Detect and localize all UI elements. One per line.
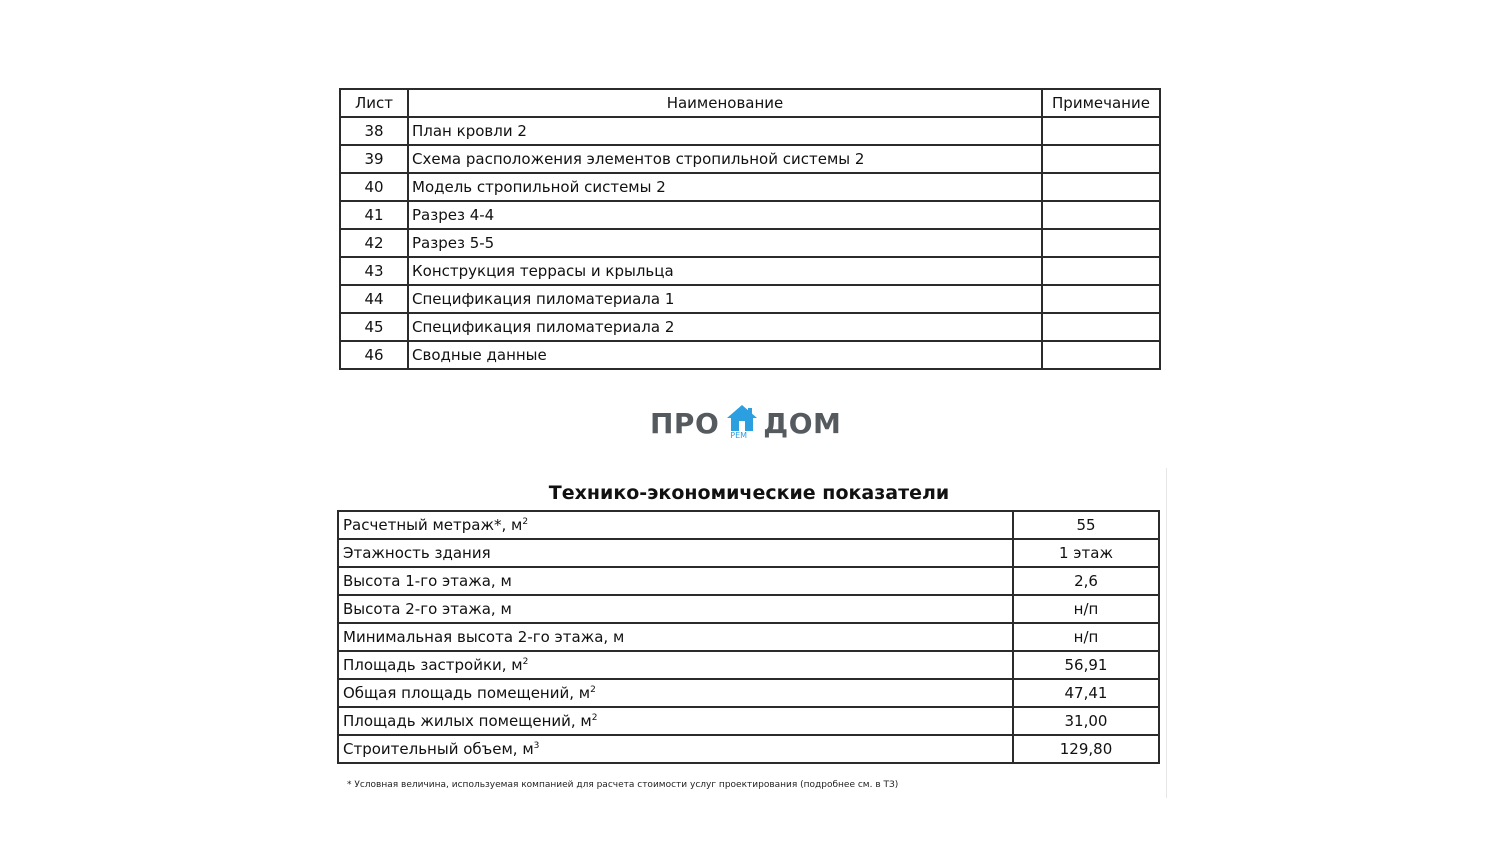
indicator-label: Расчетный метраж*, $м^2$ <box>338 511 1013 539</box>
indicator-value: 2,6 <box>1013 567 1159 595</box>
sheet-name: Модель стропильной системы 2 <box>408 173 1042 201</box>
table-row <box>340 229 1160 257</box>
indicator-label: Высота 2-го этажа, м <box>338 595 1013 623</box>
table-row <box>338 679 1159 707</box>
sheet-name: Разрез 5-5 <box>408 229 1042 257</box>
table-row <box>340 313 1160 341</box>
sheet-name: Сводные данные <box>408 341 1042 369</box>
sheet-number: 44 <box>340 285 408 313</box>
sheet-number: 42 <box>340 229 408 257</box>
table-row <box>340 285 1160 313</box>
table-row <box>340 117 1160 145</box>
table-row <box>338 651 1159 679</box>
indicator-label: Площадь жилых помещений, $м^2$ <box>338 707 1013 735</box>
company-logo <box>650 402 841 444</box>
indicator-value: 31,00 <box>1013 707 1159 735</box>
sheet-name: Спецификация пиломатериала 2 <box>408 313 1042 341</box>
indicator-value: н/п <box>1013 595 1159 623</box>
sheet-number: 38 <box>340 117 408 145</box>
table-row <box>338 595 1159 623</box>
sheet-number: 40 <box>340 173 408 201</box>
table-row <box>338 707 1159 735</box>
sheet-number: 46 <box>340 341 408 369</box>
header-name: Наименование <box>408 89 1042 117</box>
indicator-value: 129,80 <box>1013 735 1159 763</box>
logo-subtext: РЕМ <box>730 431 748 440</box>
sheet-note <box>1042 173 1160 201</box>
footnote: * Условная величина, используемая компанией для расчета стоимости услуг проектирования (подробнее см. в ТЗ) <box>347 780 899 790</box>
header-sheet: Лист <box>340 89 408 117</box>
sheet-note <box>1042 229 1160 257</box>
table-row <box>338 735 1159 763</box>
sheet-note <box>1042 201 1160 229</box>
indicator-value: 55 <box>1013 511 1159 539</box>
sheet-number: 41 <box>340 201 408 229</box>
header-note: Примечание <box>1042 89 1160 117</box>
indicator-label: Строительный объем, $м^3$ <box>338 735 1013 763</box>
sheet-name: Спецификация пиломатериала 1 <box>408 285 1042 313</box>
sheet-note <box>1042 117 1160 145</box>
indicators-table <box>337 510 1160 764</box>
table-row <box>340 257 1160 285</box>
indicator-value: 1 этаж <box>1013 539 1159 567</box>
sheets-header-row <box>340 89 1160 117</box>
indicator-label: Площадь застройки, $м^2$ <box>338 651 1013 679</box>
sheets-table <box>339 88 1161 370</box>
sheet-name: Разрез 4-4 <box>408 201 1042 229</box>
indicators-title: Технико-экономические показатели <box>548 482 950 504</box>
sheet-note <box>1042 341 1160 369</box>
indicator-value: 56,91 <box>1013 651 1159 679</box>
indicator-value: н/п <box>1013 623 1159 651</box>
sheet-note <box>1042 145 1160 173</box>
sheet-name: Схема расположения элементов стропильной системы 2 <box>408 145 1042 173</box>
logo-text-left: ПРО <box>650 406 720 440</box>
sheet-name: Конструкция террасы и крыльца <box>408 257 1042 285</box>
sheet-number: 43 <box>340 257 408 285</box>
indicator-label: Высота 1-го этажа, м <box>338 567 1013 595</box>
indicator-value: 47,41 <box>1013 679 1159 707</box>
sheet-number: 45 <box>340 313 408 341</box>
table-row <box>338 567 1159 595</box>
indicator-label: Минимальная высота 2-го этажа, м <box>338 623 1013 651</box>
table-row <box>338 511 1159 539</box>
house-icon <box>725 403 759 443</box>
sheet-note <box>1042 285 1160 313</box>
table-row <box>340 341 1160 369</box>
table-row <box>340 145 1160 173</box>
table-row <box>338 623 1159 651</box>
sheet-name: План кровли 2 <box>408 117 1042 145</box>
sheet-number: 39 <box>340 145 408 173</box>
sheet-note <box>1042 257 1160 285</box>
indicator-label: Общая площадь помещений, $м^2$ <box>338 679 1013 707</box>
table-row <box>338 539 1159 567</box>
page-edge-divider <box>1166 468 1167 798</box>
table-row <box>340 173 1160 201</box>
logo-text-right: ДОМ <box>763 406 842 440</box>
table-row <box>340 201 1160 229</box>
indicator-label: Этажность здания <box>338 539 1013 567</box>
sheet-note <box>1042 313 1160 341</box>
